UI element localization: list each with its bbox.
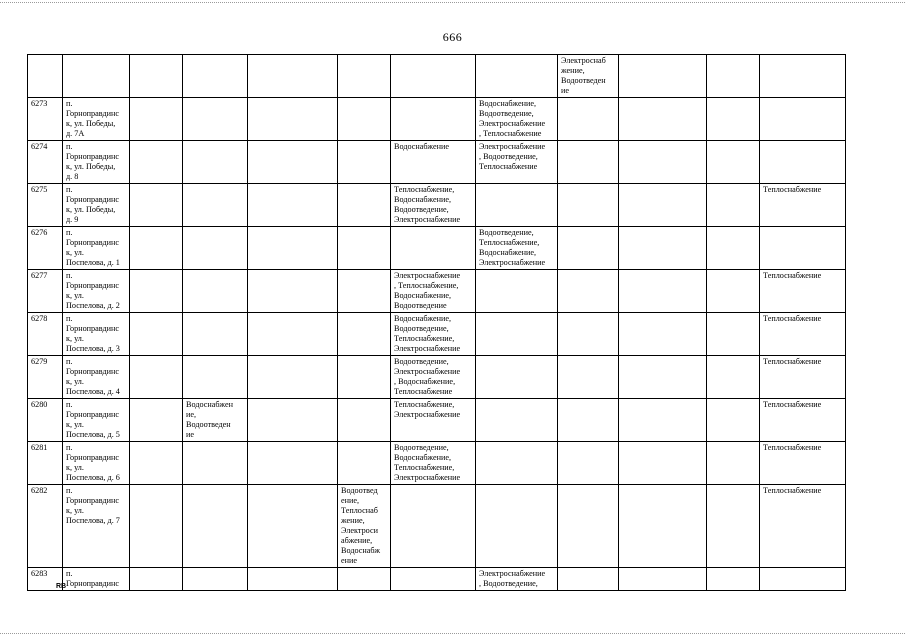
table-cell (707, 227, 760, 270)
table-cell (476, 356, 558, 399)
table-cell (130, 442, 183, 485)
table-cell (707, 313, 760, 356)
row-number-cell: 6273 (28, 98, 63, 141)
table-cell (248, 270, 338, 313)
table-cell: Водоснабжение, Водоотведение, Теплоснабжение, Электроснабжение (391, 313, 476, 356)
table-cell (476, 399, 558, 442)
address-cell: п. Горноправдинс к, ул. Поспелова, д. 3 (63, 313, 130, 356)
table-cell (130, 227, 183, 270)
table-cell: Теплоснабжение (760, 356, 846, 399)
row-number-cell: 6274 (28, 141, 63, 184)
table-cell (760, 98, 846, 141)
address-cell: п. Горноправдинс к, ул. Поспелова, д. 2 (63, 270, 130, 313)
table-cell (558, 568, 619, 591)
table-cell (707, 55, 760, 98)
table-cell (619, 399, 707, 442)
table-cell (130, 270, 183, 313)
table-cell: Теплоснабжение (760, 184, 846, 227)
table-cell (338, 313, 391, 356)
footer-mark: RB (56, 583, 67, 590)
table-cell: Электроснабжение , Водоотведение, Теплоснабжение (476, 141, 558, 184)
address-cell: п. Горноправдинс к, ул. Поспелова, д. 4 (63, 356, 130, 399)
table-cell (338, 568, 391, 591)
address-cell: п. Горноправдинс к, ул. Поспелова, д. 7 (63, 485, 130, 568)
table-row (28, 356, 846, 399)
table-cell (707, 184, 760, 227)
table-cell (619, 184, 707, 227)
table-cell (619, 270, 707, 313)
table-row (28, 399, 846, 442)
table-cell (760, 141, 846, 184)
table-cell: Водоотведение, Теплоснабжение, Водоснабжение, Электроснабжение (476, 227, 558, 270)
table-cell (619, 442, 707, 485)
table-cell (338, 227, 391, 270)
table-cell (130, 356, 183, 399)
table-cell: Электроснаб жение, Водоотведен ие (558, 55, 619, 98)
table-cell (130, 568, 183, 591)
table-cell (707, 356, 760, 399)
table-cell (476, 442, 558, 485)
table-row (28, 442, 846, 485)
table-cell (558, 399, 619, 442)
table-cell (248, 399, 338, 442)
table-cell: Теплоснабжение (760, 399, 846, 442)
table-cell (63, 55, 130, 98)
table-cell (248, 141, 338, 184)
table-cell (183, 485, 248, 568)
data-table (27, 54, 846, 591)
table-cell (183, 313, 248, 356)
table-cell (707, 141, 760, 184)
table-cell (338, 356, 391, 399)
address-cell: п. Горноправдинс к, ул. Поспелова, д. 6 (63, 442, 130, 485)
table-cell: Теплоснабжение, Водоснабжение, Водоотведение, Электроснабжение (391, 184, 476, 227)
table-cell (130, 98, 183, 141)
table-cell (619, 98, 707, 141)
table-cell: Водоснабжен ие, Водоотведен ие (183, 399, 248, 442)
table-cell (558, 313, 619, 356)
table-cell (391, 98, 476, 141)
table-cell (558, 270, 619, 313)
table-cell: Теплоснабжение (760, 270, 846, 313)
table-cell: Водоотведение, Электроснабжение , Водоснабжение, Теплоснабжение (391, 356, 476, 399)
table-cell (183, 98, 248, 141)
table-cell (130, 184, 183, 227)
table-cell (707, 98, 760, 141)
table-cell: Электроснабжение , Водоотведение, (476, 568, 558, 591)
table-cell (248, 98, 338, 141)
table-cell (558, 356, 619, 399)
table-cell (558, 442, 619, 485)
table-cell (707, 442, 760, 485)
table-cell (248, 356, 338, 399)
table-cell: Теплоснабжение (760, 442, 846, 485)
table-cell (183, 356, 248, 399)
table-row (28, 270, 846, 313)
table-cell (476, 55, 558, 98)
address-cell: п. Горноправдинс (63, 568, 130, 591)
table-cell (248, 227, 338, 270)
table-cell (619, 141, 707, 184)
address-cell: п. Горноправдинс к, ул. Поспелова, д. 5 (63, 399, 130, 442)
table-cell (338, 399, 391, 442)
table-cell (338, 141, 391, 184)
table-cell (391, 485, 476, 568)
table-cell: Водоснабжение, Водоотведение, Электроснабжение , Теплоснабжение (476, 98, 558, 141)
table-cell (707, 485, 760, 568)
address-cell: п. Горноправдинс к, ул. Поспелова, д. 1 (63, 227, 130, 270)
table-cell (558, 227, 619, 270)
scan-edge-bottom (0, 633, 905, 634)
table-cell: Электроснабжение , Теплоснабжение, Водоснабжение, Водоотведение (391, 270, 476, 313)
table-cell (391, 55, 476, 98)
table-cell (130, 399, 183, 442)
table-cell: Теплоснабжение, Электроснабжение (391, 399, 476, 442)
address-cell: п. Горноправдинс к, ул. Победы, д. 9 (63, 184, 130, 227)
table-cell (760, 568, 846, 591)
table-cell (760, 227, 846, 270)
table-cell (183, 141, 248, 184)
table-cell (338, 55, 391, 98)
table-cell (558, 485, 619, 568)
row-number-cell: 6283 (28, 568, 63, 591)
table-cell: Водоснабжение (391, 141, 476, 184)
table-cell (183, 184, 248, 227)
row-number-cell: 6280 (28, 399, 63, 442)
table-cell (248, 568, 338, 591)
table-cell (248, 313, 338, 356)
row-number-cell: 6278 (28, 313, 63, 356)
table-cell (707, 568, 760, 591)
table-cell (130, 141, 183, 184)
table-cell (619, 485, 707, 568)
table-cell (760, 55, 846, 98)
row-number-cell: 6282 (28, 485, 63, 568)
table-cell (338, 98, 391, 141)
table-cell (619, 568, 707, 591)
table-cell (248, 442, 338, 485)
table-cell (248, 485, 338, 568)
table-row (28, 227, 846, 270)
table-cell (619, 356, 707, 399)
table-cell (558, 184, 619, 227)
table-cell (130, 485, 183, 568)
table-cell (707, 399, 760, 442)
table-cell (619, 313, 707, 356)
table-cell (476, 485, 558, 568)
table-cell (707, 270, 760, 313)
row-number-cell: 6279 (28, 356, 63, 399)
scan-edge-top (0, 2, 905, 3)
table-cell: Теплоснабжение (760, 313, 846, 356)
table-cell (619, 55, 707, 98)
table-cell (476, 184, 558, 227)
table-cell (183, 270, 248, 313)
address-cell: п. Горноправдинс к, ул. Победы, д. 7А (63, 98, 130, 141)
row-number-cell: 6281 (28, 442, 63, 485)
table-row (28, 184, 846, 227)
table-cell (391, 227, 476, 270)
table-cell: Теплоснабжение (760, 485, 846, 568)
table-cell (391, 568, 476, 591)
table-cell (338, 442, 391, 485)
table-cell (476, 313, 558, 356)
table-cell (248, 184, 338, 227)
table-cell (183, 227, 248, 270)
table-header-row (28, 55, 846, 98)
table-row (28, 485, 846, 568)
row-number-cell: 6276 (28, 227, 63, 270)
table-cell (619, 227, 707, 270)
row-number-cell: 6275 (28, 184, 63, 227)
table-cell (558, 98, 619, 141)
table-cell (130, 55, 183, 98)
table-cell (183, 568, 248, 591)
table-cell (558, 141, 619, 184)
table-row (28, 98, 846, 141)
row-number-cell: 6277 (28, 270, 63, 313)
page-number: 666 (442, 30, 463, 44)
table-cell (248, 55, 338, 98)
table-cell (183, 55, 248, 98)
table-cell: Водоотведение, Водоснабжение, Теплоснабжение, Электроснабжение (391, 442, 476, 485)
table-cell: Водоотвед ение, Теплоснаб жение, Электроси абжение, Водоснабж ение (338, 485, 391, 568)
table-row (28, 313, 846, 356)
table-cell (338, 270, 391, 313)
table-cell (183, 442, 248, 485)
table-row (28, 568, 846, 591)
table-row (28, 141, 846, 184)
table-cell (476, 270, 558, 313)
table-cell (28, 55, 63, 98)
table-cell (338, 184, 391, 227)
address-cell: п. Горноправдинс к, ул. Победы, д. 8 (63, 141, 130, 184)
table-cell (130, 313, 183, 356)
